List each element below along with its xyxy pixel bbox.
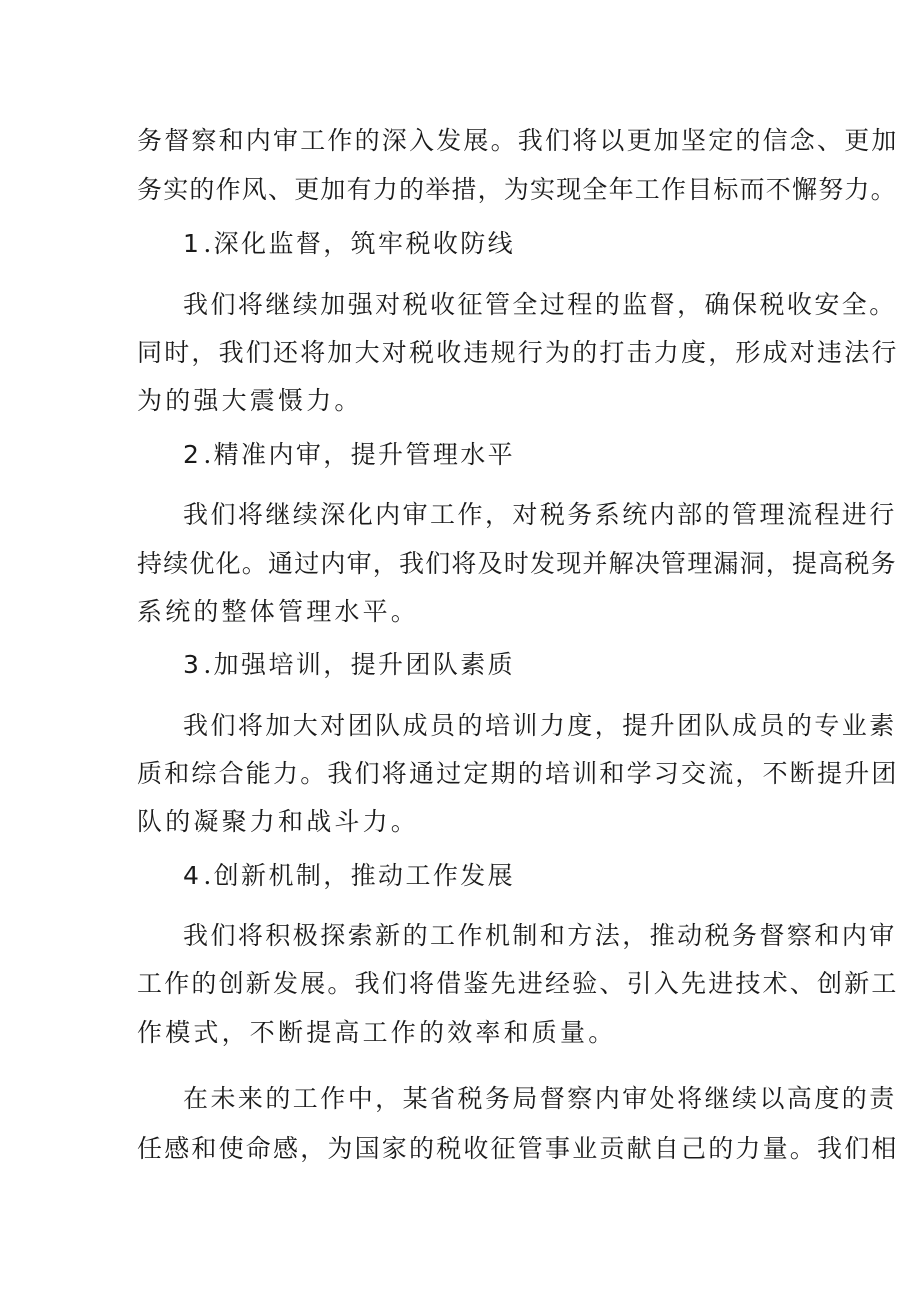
section-heading-3 bbox=[183, 650, 515, 680]
section-3-line-3: 队的凝聚力和战斗力。 bbox=[137, 807, 420, 836]
section-1-line-1: 我们将继续加强对税收征管全过程的监督，确保税收安全。 bbox=[183, 290, 897, 319]
intro-line-1: 务督察和内审工作的深入发展。我们将以更加坚定的信念、更加 bbox=[137, 126, 899, 155]
section-title: .精准内审，提升管理水平 bbox=[203, 440, 516, 469]
section-title: .创新机制，推动工作发展 bbox=[203, 861, 516, 890]
section-2-line-2: 持续优化。通过内审，我们将及时发现并解决管理漏洞，提高税务 bbox=[137, 549, 897, 578]
section-number: 2 bbox=[183, 440, 202, 469]
section-heading-1 bbox=[183, 229, 515, 259]
section-title: .加强培训，提升团队素质 bbox=[203, 650, 516, 679]
section-4-line-2: 工作的创新发展。我们将借鉴先进经验、引入先进技术、创新工 bbox=[137, 969, 899, 998]
section-number: 1 bbox=[183, 229, 202, 258]
section-title: .深化监督，筑牢税收防线 bbox=[203, 229, 516, 258]
intro-line-2: 务实的作风、更加有力的举措，为实现全年工作目标而不懈努力。 bbox=[137, 175, 897, 204]
section-4-line-3: 作模式，不断提高工作的效率和质量。 bbox=[137, 1018, 617, 1047]
section-heading-4 bbox=[183, 861, 515, 891]
section-2-line-3: 系统的整体管理水平。 bbox=[137, 597, 420, 626]
section-1-line-3: 为的强大震慑力。 bbox=[137, 386, 363, 415]
section-number: 4 bbox=[183, 861, 202, 890]
section-heading-2 bbox=[183, 440, 515, 470]
section-4-line-1: 我们将积极探索新的工作机制和方法，推动税务督察和内审 bbox=[183, 921, 897, 950]
section-2-line-1: 我们将继续深化内审工作，对税务系统内部的管理流程进行 bbox=[183, 500, 897, 529]
section-1-line-2: 同时，我们还将加大对税收违规行为的打击力度，形成对违法行 bbox=[137, 338, 899, 367]
section-3-line-1: 我们将加大对团队成员的培训力度，提升团队成员的专业素 bbox=[183, 711, 897, 740]
section-number: 3 bbox=[183, 650, 202, 679]
closing-line-2: 任感和使命感，为国家的税收征管事业贡献自己的力量。我们相 bbox=[137, 1134, 899, 1163]
closing-line-1: 在未来的工作中，某省税务局督察内审处将继续以高度的责 bbox=[183, 1084, 897, 1113]
section-3-line-2: 质和综合能力。我们将通过定期的培训和学习交流，不断提升团 bbox=[137, 759, 899, 788]
